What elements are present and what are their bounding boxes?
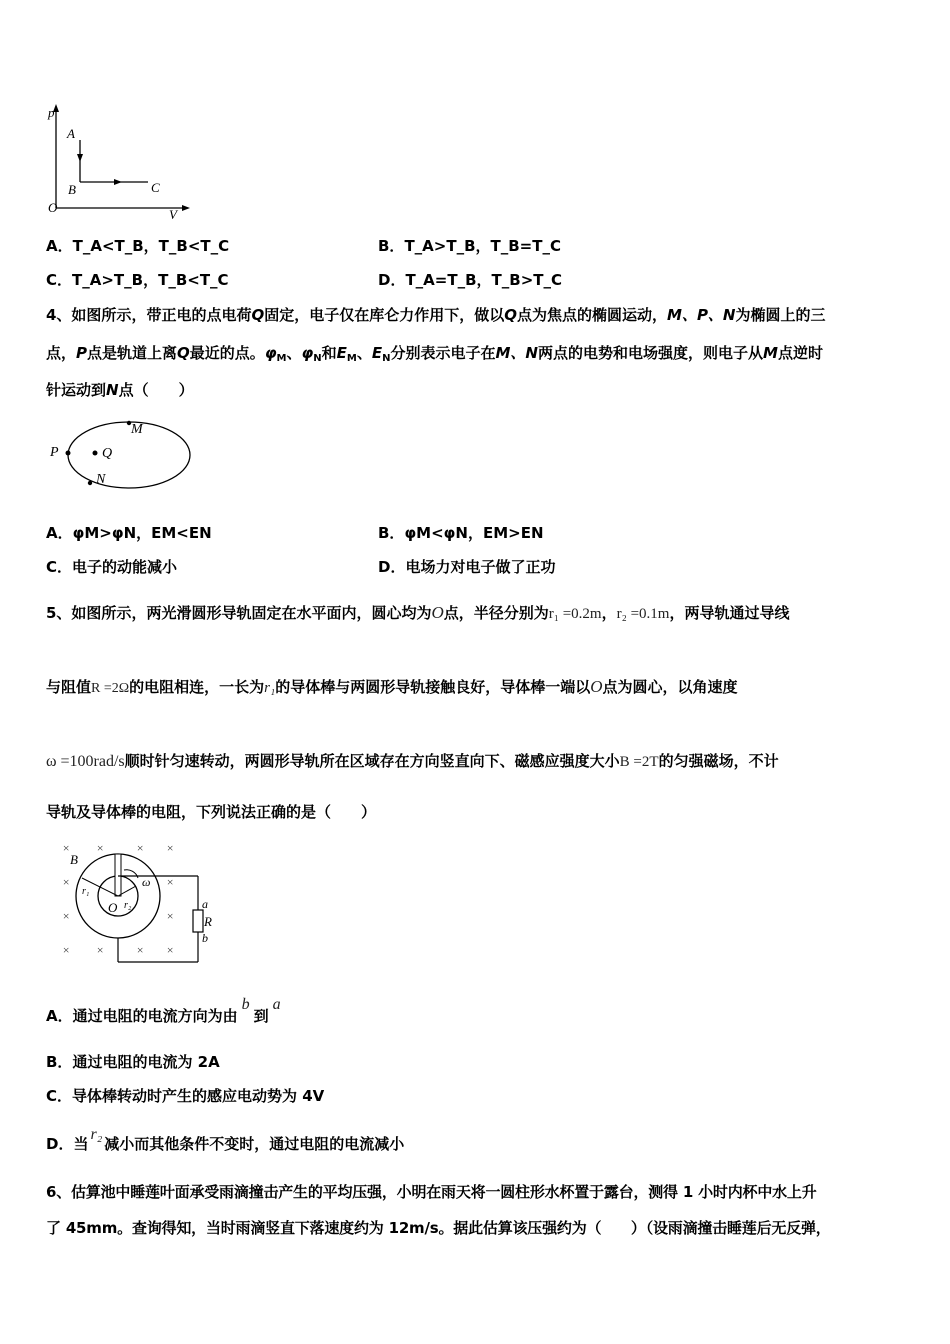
q6-stem-line-2: 了 45mm。查询得知，当时雨滴竖直下落速度约为 12m/s。据此估算该压强约为（ ）（设雨滴撞击睡莲后无反弹， [46,1219,831,1237]
v-axis-label: V [169,207,177,222]
point-n-label: N [96,472,106,487]
q5-option-a[interactable]: A．通过电阻的电流方向为由b到a [46,996,281,1025]
q5-option-c[interactable]: C．导体棒转动时产生的感应电动势为 4V [46,1087,325,1105]
q3-option-d-text: T_A=T_B，T_B>T_C [405,271,563,289]
field-b-label: B [70,852,78,867]
q3-option-d[interactable]: D．T_A=T_B，T_B>T_C [378,271,563,289]
q4-stem-line-1: 4、如图所示，带正电的点电荷Q固定，电子仅在库仑力作用下，做以Q点为焦点的椭圆运动，M、P、N为椭圆上的三 [46,306,826,324]
charge-q-label: Q [102,446,113,461]
cross-symbol: × [166,841,175,855]
q5-option-b-text: 通过电阻的电流为 2A [72,1053,220,1071]
cross-symbol: × [62,909,71,923]
point-p-label: P [50,445,59,460]
cross-symbol: × [166,943,175,957]
q3-option-c-text: T_A>T_B，T_B<T_C [72,271,229,289]
resistor-r-label: R [204,914,212,929]
radius-r1-label: r₁ [82,886,90,897]
cross-symbol: × [62,943,71,957]
pv-graph-figure [40,100,200,225]
terminal-b-label: b [202,931,208,945]
cross-symbol: × [166,875,175,889]
ellipse-orbit-figure [42,415,202,497]
cross-symbol: × [136,841,145,855]
q4-option-a-text: φM>φN，EM<EN [72,524,212,542]
circular-rails-figure [52,838,222,968]
q3-option-b-text: T_A>T_B，T_B=T_C [404,237,561,255]
q5-option-d[interactable]: D．当r₂减小而其他条件不变时，通过电阻的电流减小 [46,1126,405,1153]
q4-option-c[interactable]: C．电子的动能减小 [46,558,178,576]
q3-option-b[interactable]: B．T_A>T_B，T_B=T_C [378,237,561,255]
cross-symbol: × [62,875,71,889]
point-c-label: C [151,180,160,195]
q4-option-d-text: 电场力对电子做了正功 [405,558,556,576]
q6-stem-line-1: 6、估算池中睡莲叶面承受雨滴撞击产生的平均压强，小明在雨天将一圆柱形水杯置于露台，测得 1 小时内杯中水上升 [46,1183,817,1201]
p-axis-label: p [48,105,55,120]
q5-stem-line-1: 5、如图所示，两光滑圆形导轨固定在水平面内，圆心均为O点，半径分别为r₁ =0.2m，r₂ =0.1m，两导轨通过导线 [46,603,790,622]
cross-symbol: × [166,909,175,923]
cross-symbol: × [62,841,71,855]
q4-option-d[interactable]: D．电场力对电子做了正功 [378,558,556,576]
q4-stem-line-2: 点，P点是轨道上离Q最近的点。$\varphi_M$、$\varphi_N$和$E_M$、$E_N$分别表示电子在M、N两点的电势和电场强度，则电子从M点逆时 [46,344,823,364]
q4-option-b-text: φM<φN，EM>EN [404,524,544,542]
q5-option-b[interactable]: B．通过电阻的电流为 2A [46,1053,220,1071]
cross-symbol: × [96,943,105,957]
point-m-label: M [131,422,143,437]
q3-option-a-text: T_A<T_B，T_B<T_C [72,237,230,255]
terminal-a-label: a [202,897,208,911]
q5-stem-line-3: ω =100rad/s顺时针匀速转动，两圆形导轨所在区域存在方向竖直向下、磁感应强度大小B =2T的匀强磁场，不计 [46,752,779,770]
cross-symbol: × [96,841,105,855]
cross-symbol: × [136,943,145,957]
q3-option-c[interactable]: C．T_A>T_B，T_B<T_C [46,271,229,289]
origin-label: O [48,200,58,215]
q4-stem-line-3: 针运动到N点（ ） [46,381,194,399]
q5-stem-line-4: 导轨及导体棒的电阻，下列说法正确的是（ ） [46,803,377,821]
q4-option-c-text: 电子的动能减小 [72,558,178,576]
q3-option-a[interactable]: A．T_A<T_B，T_B<T_C [46,237,230,255]
q5-stem-line-2: 与阻值R =2Ω的电阻相连，一长为r₁的导体棒与两圆形导轨接触良好，导体棒一端以O点为圆心，以角速度 [46,677,738,696]
radius-r2-label: r₂ [124,900,132,911]
center-o-label: O [108,900,118,915]
point-a-label: A [67,126,75,141]
q4-option-b[interactable]: B．φM<φN，EM>EN [378,524,544,542]
point-b-label: B [68,182,76,197]
q4-option-a[interactable]: A．φM>φN，EM<EN [46,524,212,542]
omega-label: ω [142,875,151,889]
q5-option-c-text: 导体棒转动时产生的感应电动势为 4V [72,1087,325,1105]
